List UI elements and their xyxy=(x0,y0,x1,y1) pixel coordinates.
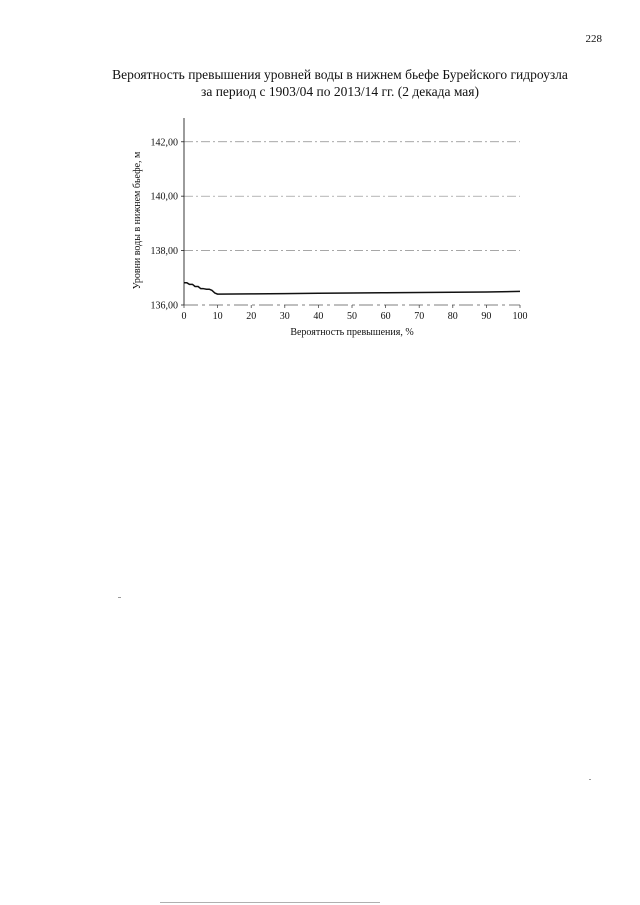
x-tick-label: 70 xyxy=(414,311,425,322)
x-tick-label: 80 xyxy=(447,311,458,322)
tick-labels xyxy=(151,137,528,322)
axes xyxy=(181,118,520,308)
y-tick-label: 140,00 xyxy=(150,191,178,203)
series-line xyxy=(184,283,520,294)
page-bottom-rule xyxy=(160,902,380,903)
y-tick-label: 138,00 xyxy=(150,246,178,258)
x-tick-label: 10 xyxy=(212,311,223,322)
x-tick-label: 30 xyxy=(279,311,290,322)
grid-lines xyxy=(184,142,520,251)
x-tick-label: 40 xyxy=(313,311,324,322)
exceedance-probability-chart xyxy=(120,112,540,344)
page-number: 228 xyxy=(585,33,602,45)
scan-speck xyxy=(118,597,121,598)
x-tick-label: 50 xyxy=(347,311,357,322)
y-axis-label: Уровни воды в нижнем бьефе, м xyxy=(132,151,143,290)
x-tick-label: 0 xyxy=(181,311,187,322)
y-tick-label: 136,00 xyxy=(150,300,178,312)
y-tick-label: 142,00 xyxy=(150,137,178,149)
scan-speck xyxy=(589,779,591,780)
data-series xyxy=(184,283,520,294)
chart-title-line-1: Вероятность превышения уровней воды в нижнем бьефе Бурейского гидроузла xyxy=(112,67,568,82)
x-tick-label: 20 xyxy=(246,311,257,322)
chart-title xyxy=(60,66,620,100)
chart-title-line-2: за период с 1903/04 по 2013/14 гг. (2 декада мая) xyxy=(201,84,479,99)
x-tick-label: 100 xyxy=(512,311,528,322)
x-axis-label: Вероятность превышения, % xyxy=(290,327,414,338)
x-tick-label: 90 xyxy=(481,311,492,322)
x-tick-label: 60 xyxy=(380,311,391,322)
